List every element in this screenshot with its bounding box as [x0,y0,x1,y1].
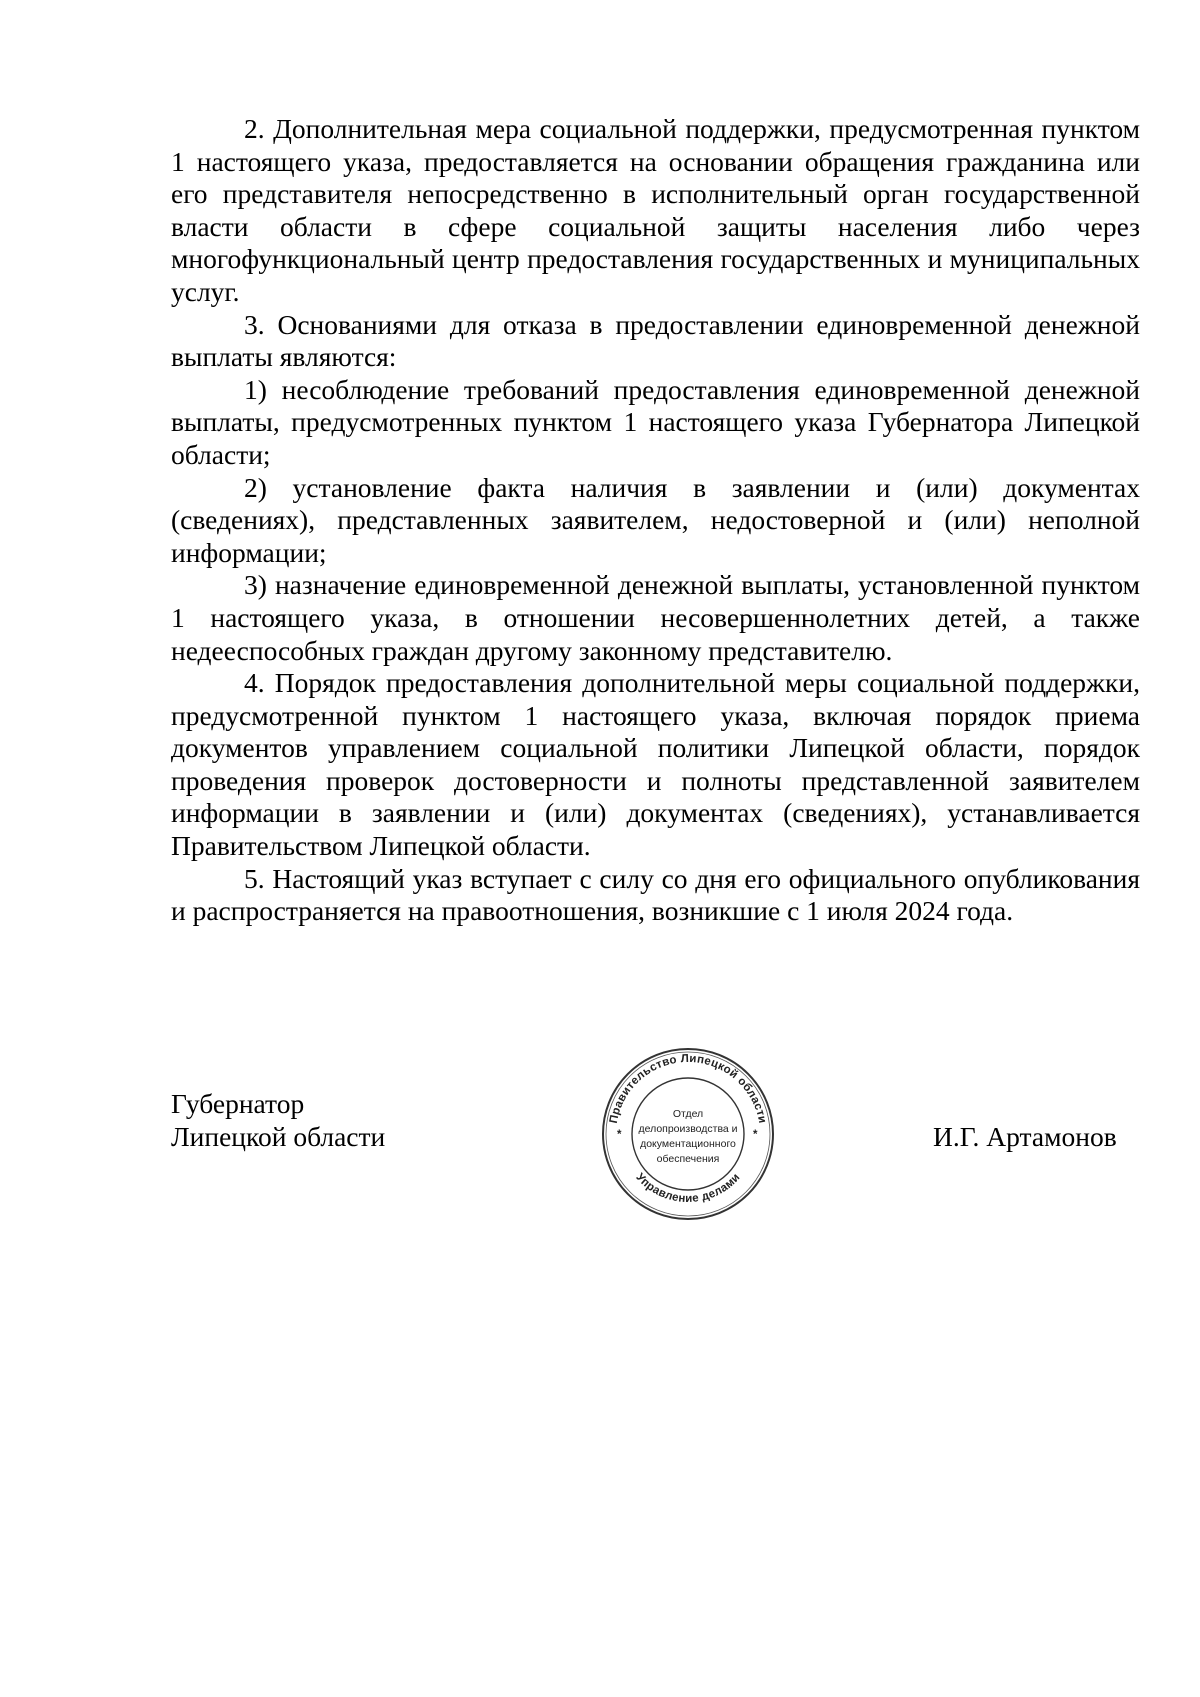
seal-star-left-icon: * [617,1129,622,1141]
seal-center-line-3: документационного [640,1138,736,1150]
seal-ring-top-text: Правительство Липецкой области [607,1052,769,1125]
paragraph-3: 3. Основаниями для отказа в предоставлении единовременной денежной выплаты являются: [171,308,1140,373]
paragraph-3-item-2: 2) установление факта наличия в заявлении и (или) документах (сведениях), представленных заявителем, недостоверной и (или) неполной информации; [171,471,1140,568]
seal-center-line-1: Отдел [672,1108,704,1120]
document-body [171,113,1140,928]
paragraph-4: 4. Порядок предоставления дополнительной меры социальной поддержки, предусмотренной пунктом 1 настоящего указа, включая порядок приема документов управлением социальной политики Липецкой области, порядок проведения проверок достоверности и полноты представленной заявителем информации в заявлении и (или) документах (сведениях), устанавливается Правительством Липецкой области. [171,667,1140,862]
signatory-position-line1: Губернатор [171,1088,305,1119]
seal-star-right-icon: * [753,1129,758,1141]
paragraph-3-item-1: 1) несоблюдение требований предоставления единовременной денежной выплаты, предусмотренных пунктом 1 настоящего указа Губернатора Липецкой области; [171,373,1140,470]
paragraph-2: 2. Дополнительная мера социальной поддержки, предусмотренная пунктом 1 настоящего указа, предоставляется на основании обращения гражданина или его представителя непосредственно в исполнительный орган государственной власти области в сфере социальной защиты населения либо через многофункциональный центр предоставления государственных и муниципальных услуг. [171,113,1140,307]
seal-ring-bottom-text: Управление делами [633,1171,743,1206]
seal-center-line-4: обеспечения [656,1153,720,1165]
signatory-position [171,1088,385,1153]
signatory-name: И.Г. Артамонов [933,1121,1117,1152]
official-seal-stamp [600,1046,776,1222]
paragraph-5: 5. Настоящий указ вступает с силу со дня его официального опубликования и распространяется на правоотношения, возникшие с 1 июля 2024 года. [171,862,1140,927]
signatory-position-line2: Липецкой области [171,1120,386,1152]
seal-center-line-2: делопроизводства и [638,1123,738,1135]
paragraph-3-item-3: 3) назначение единовременной денежной выплаты, установленной пунктом 1 настоящего указа, в отношении несовершеннолетних детей, а также недееспособных граждан другому законному представителю. [171,569,1140,666]
